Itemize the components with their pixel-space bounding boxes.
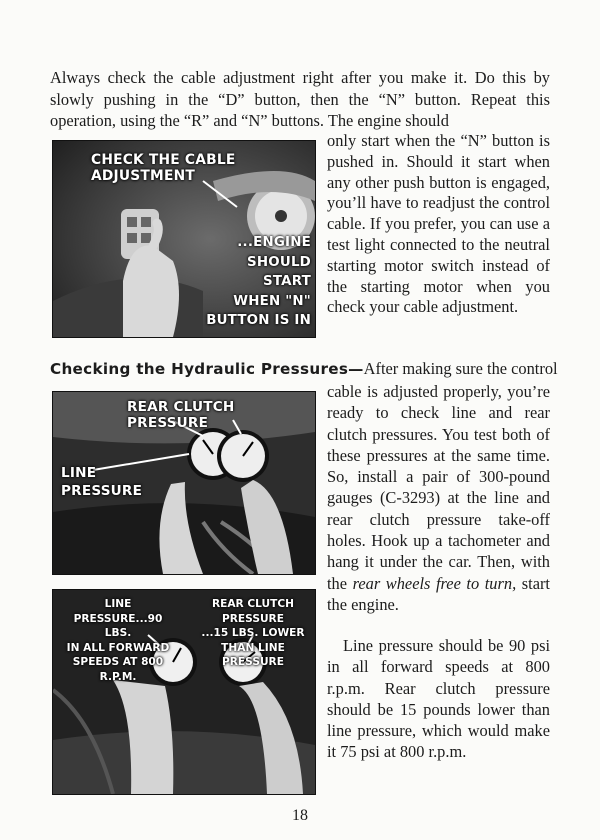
pressure-paragraph bbox=[327, 381, 550, 615]
section-heading bbox=[50, 359, 558, 379]
line-pressure-paragraph: Line pressure should be 90 psi in all forward speeds at 800 r.p.m. Rear clutch pressure should be 15 pounds lower than line pressure, which would make it 75 psi at 800 r.p.m. bbox=[327, 636, 550, 762]
photo3-left-label: LINE PRESSURE...90 LBS. IN ALL FORWARD SPEEDS AT 800 R.P.M. bbox=[66, 598, 170, 683]
photo-cable-adjustment bbox=[52, 140, 316, 338]
photo3-right-label: REAR CLUTCH PRESSURE ...15 LBS. LOWER THAN LINE PRESSURE bbox=[201, 598, 305, 669]
photo-pressure-readings bbox=[52, 589, 316, 795]
photo1-caption: ...ENGINE SHOULD START WHEN "N" BUTTON IS IN bbox=[206, 235, 311, 328]
section-first-line: After making sure the control bbox=[363, 359, 558, 378]
intro-paragraph-continued: only start when the “N” button is pushed in. Should it start when any other push button is engaged, you’ll have to readjust the control cable. If you prefer, you can use a test light connected to the neutral starting motor switch instead of the starting motor when you check your cable adjustment. bbox=[327, 131, 550, 317]
intro-paragraph: Always check the cable adjustment right after you make it. Do this by slowly pushing in the “D” button, then the “N” button. Repeat this operation, using the “R” and “N” buttons. The engine should bbox=[50, 68, 550, 130]
pressure-paragraph-text: cable is adjusted properly, you’re ready to check line and rear clutch pressures. You test both of these pressures at the same time. So, install a pair of 300-pound gauges (C-3293) at the line and rear clutch pressure take-off holes. Hook up a tachometer and hang it under the car. Then, with the bbox=[327, 382, 550, 593]
photo1-title: CHECK THE CABLE ADJUSTMENT bbox=[91, 152, 236, 184]
pressure-paragraph-italic: rear wheels free to turn, bbox=[352, 573, 517, 593]
page-number: 18 bbox=[292, 807, 308, 824]
photo2-top-label: REAR CLUTCH PRESSURE bbox=[127, 399, 235, 431]
pressure-paragraph-end: start the engine. bbox=[327, 573, 550, 614]
photo-gauges-installed bbox=[52, 391, 316, 575]
section-heading-text: Checking the Hydraulic Pressures— bbox=[50, 360, 364, 378]
photo2-side-label: LINE PRESSURE bbox=[61, 465, 143, 499]
